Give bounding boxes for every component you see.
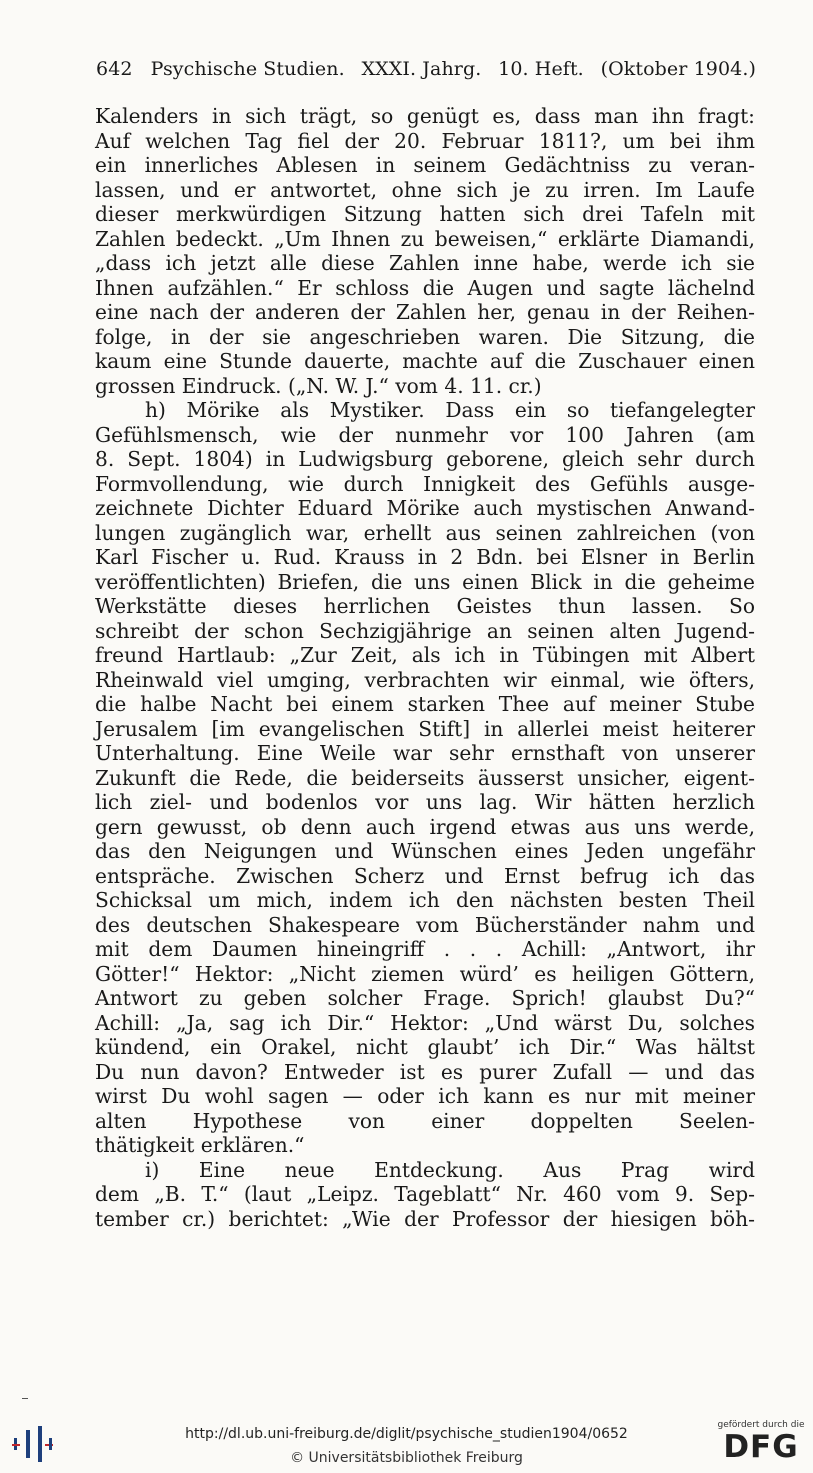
- text-line: folge, in der sie angeschrieben waren. Die Sitzung, die: [95, 324, 755, 349]
- text-line: Antwort zu geben solcher Frage. Sprich! glaubst Du?“: [95, 986, 755, 1010]
- text-line: kündend, ein Orakel, nicht glaubt’ ich Dir.“ Was hältst: [95, 1035, 755, 1059]
- section-i-heading-line: i) Eine neue Entdeckung. Aus Prag wird: [145, 1157, 755, 1182]
- text-line: des deutschen Shakespeare vom Bücherständer nahm und: [95, 912, 755, 937]
- text-line: Werkstätte dieses herrlichen Geistes thun lassen. So: [95, 594, 755, 618]
- text-line: dieser merkwürdigen Sitzung hatten sich drei Tafeln mit: [95, 202, 755, 226]
- text-line: die halbe Nacht bei einem starken Thee auf meiner Stube: [95, 692, 755, 716]
- text-line: 8. Sept. 1804) in Ludwigsburg geborene, gleich sehr durch: [95, 447, 755, 471]
- text-line: lassen, und er antwortet, ohne sich je zu irren. Im Laufe: [95, 177, 755, 202]
- dfg-logo: [714, 1420, 808, 1464]
- text-line: veröffentlichten) Briefen, die uns einen Blick in die geheime: [95, 569, 755, 594]
- text-line: Zahlen bedeckt. „Um Ihnen zu beweisen,“ erklärte Diamandi,: [95, 226, 755, 251]
- text-line: grossen Eindruck. („N. W. J.“ vom 4. 11. cr.): [95, 373, 542, 398]
- text-line: Rheinwald viel umging, verbrachten wir einmal, wie öfters,: [95, 667, 755, 692]
- text-line: Jerusalem [im evangelischen Stift] in allerlei meist heiterer: [95, 716, 755, 741]
- text-line: das den Neigungen und Wünschen eines Jeden ungefähr: [95, 839, 755, 863]
- text-line: lungen zugänglich war, erhellt aus seinen zahlreichen (von: [95, 520, 755, 545]
- text-line: Gefühlsmensch, wie der nunmehr vor 100 Jahren (am: [95, 422, 755, 447]
- text-line: Karl Fischer u. Rud. Krauss in 2 Bdn. bei Elsner in Berlin: [95, 545, 755, 569]
- issue: 10. Heft.: [498, 58, 584, 80]
- text-line: mit dem Daumen hineingriff . . . Achill: „Antwort, ihr: [95, 937, 755, 961]
- copyright-notice: © Universitätsbibliothek Freiburg: [290, 1450, 523, 1466]
- section-h-heading-line: h) Mörike als Mystiker. Dass ein so tiefangelegter: [145, 398, 755, 422]
- text-line: gern gewusst, ob denn auch irgend etwas aus uns werde,: [95, 814, 755, 839]
- text-line: alten Hypothese von einer doppelten Seelen-: [95, 1108, 755, 1133]
- running-header: [96, 58, 756, 80]
- text-line: tember cr.) berichtet: „Wie der Professor der hiesigen böh-: [95, 1206, 755, 1231]
- body-text: [95, 104, 755, 1231]
- text-line: schreibt der schon Sechzigjährige an seinen alten Jugend-: [95, 618, 755, 643]
- text-line: Unterhaltung. Eine Weile war sehr ernsthaft von unserer: [95, 741, 755, 765]
- source-url[interactable]: http://dl.ub.uni-freiburg.de/diglit/psychische_studien1904/0652: [185, 1426, 628, 1442]
- text-line: Schicksal um mich, indem ich den nächsten besten Theil: [95, 888, 755, 912]
- text-line: Kalenders in sich trägt, so genügt es, dass man ihn fragt:: [95, 104, 755, 128]
- text-line: Achill: „Ja, sag ich Dir.“ Hektor: „Und wärst Du, solches: [95, 1010, 755, 1035]
- text-line: freund Hartlaub: „Zur Zeit, als ich in Tübingen mit Albert: [95, 643, 755, 667]
- issue-date: (Oktober 1904.): [600, 58, 757, 80]
- page-number: 642: [96, 58, 133, 80]
- text-line: ein innerliches Ablesen in seinem Gedächtniss zu veran-: [95, 153, 755, 177]
- text-line: kaum eine Stunde dauerte, machte auf die Zuschauer einen: [95, 349, 755, 373]
- text-line: Du nun davon? Entweder ist es purer Zufall — und das: [95, 1059, 755, 1084]
- text-line: eine nach der anderen der Zahlen her, genau in der Reihen-: [95, 300, 755, 324]
- volume: XXXI. Jahrg.: [361, 58, 482, 80]
- margin-mark: [22, 1398, 28, 1399]
- text-line: Auf welchen Tag fiel der 20. Februar 1811?, um bei ihm: [95, 128, 755, 153]
- text-line: wirst Du wohl sagen — oder ich kann es nur mit meiner: [95, 1084, 755, 1108]
- journal-title: Psychische Studien.: [150, 58, 345, 80]
- dfg-wordmark: DFG: [723, 1429, 799, 1465]
- text-line: dem „B. T.“ (laut „Leipz. Tageblatt“ Nr. 460 vom 9. Sep-: [95, 1182, 755, 1206]
- text-line: Zukunft die Rede, die beiderseits äusserst unsicher, eigent-: [95, 765, 755, 790]
- text-line: „dass ich jetzt alle diese Zahlen inne habe, werde ich sie: [95, 251, 755, 275]
- text-line: Götter!“ Hektor: „Nicht ziemen würd’ es heiligen Göttern,: [95, 961, 755, 986]
- text-line: Formvollendung, wie durch Innigkeit des Gefühls ausge-: [95, 471, 755, 496]
- text-line: thätigkeit erklären.“: [95, 1133, 305, 1157]
- text-line: zeichnete Dichter Eduard Mörike auch mystischen Anwand-: [95, 496, 755, 520]
- dfg-caption: gefördert durch die: [717, 1420, 805, 1430]
- text-line: lich ziel- und bodenlos vor uns lag. Wir hätten herzlich: [95, 790, 755, 814]
- text-line: Ihnen aufzählen.“ Er schloss die Augen und sagte lächelnd: [95, 275, 755, 300]
- text-line: entspräche. Zwischen Scherz und Ernst befrug ich das: [95, 863, 755, 888]
